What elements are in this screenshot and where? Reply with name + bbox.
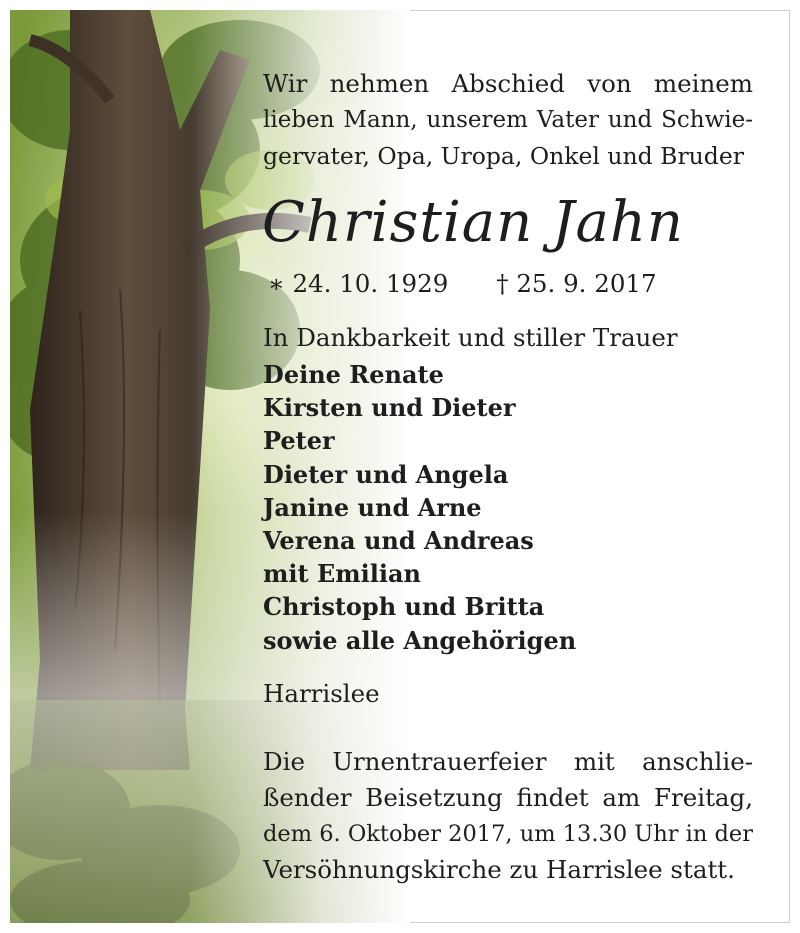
town-name: Harrislee	[263, 679, 380, 708]
mourner-name: mit Emilian	[263, 559, 421, 589]
ceremony-line: Die Urnentrauerfeier mit anschlie-	[263, 747, 753, 776]
mourners-list	[263, 358, 576, 657]
mourner-name: sowie alle Angehörigen	[263, 625, 577, 655]
ceremony-line: dem 6. Oktober 2017, um 13.30 Uhr in der	[263, 821, 753, 847]
mourner-name: Janine und Arne	[263, 492, 482, 522]
intro-line: lieben Mann, unserem Vater und Schwie-	[263, 107, 753, 133]
mourner-name: Kirsten und Dieter	[263, 393, 516, 423]
birth-date: ∗ 24. 10. 1929	[268, 269, 449, 298]
ceremony-line: ßender Beisetzung findet am Freitag,	[263, 783, 753, 812]
life-dates	[268, 266, 657, 302]
mourner-name: Dieter und Angela	[263, 459, 509, 489]
mourner-name: Deine Renate	[263, 360, 444, 389]
gratitude-line	[263, 320, 753, 356]
mourner-name: Peter	[263, 426, 335, 456]
deceased-name: Christian Jahn	[262, 190, 684, 255]
intro-text	[263, 66, 753, 174]
death-date: † 25. 9. 2017	[496, 269, 657, 298]
gratitude-text: In Dankbarkeit und stiller Trauer	[263, 323, 678, 352]
mourner-name: Christoph und Britta	[263, 592, 545, 622]
intro-line: gervater, Opa, Uropa, Onkel und Bruder	[263, 142, 744, 170]
intro-line: Wir nehmen Abschied von meinem	[263, 69, 753, 98]
ceremony-line: Versöhnungskirche zu Harrislee statt.	[263, 855, 735, 884]
ceremony-info	[263, 744, 753, 888]
town	[263, 676, 753, 712]
mourner-name: Verena und Andreas	[263, 526, 534, 556]
